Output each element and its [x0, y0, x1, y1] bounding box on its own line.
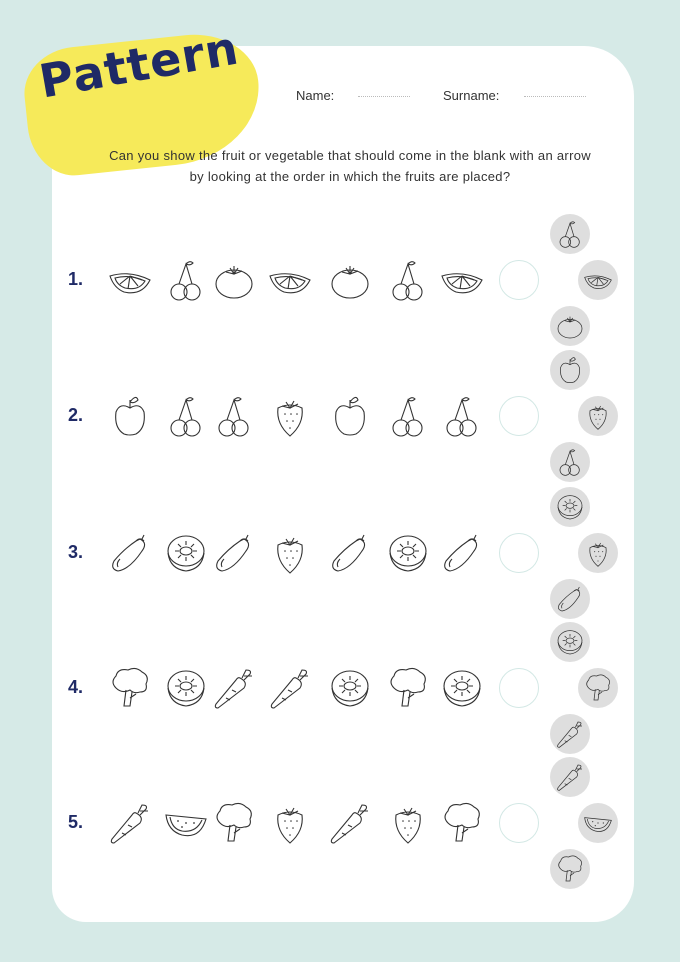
kiwi-icon	[438, 664, 486, 712]
instructions: Can you show the fruit or vegetable that should come in the blank with an arrow by looking at the order in which the fruits are placed?	[109, 148, 591, 184]
option-kiwi[interactable]	[550, 622, 590, 662]
kiwi-icon	[326, 664, 374, 712]
carrot-icon	[554, 718, 586, 750]
broccoli-icon	[438, 799, 486, 847]
option-strawberry[interactable]	[578, 533, 618, 573]
apple-icon	[106, 392, 154, 440]
option-cherry[interactable]	[550, 442, 590, 482]
answer-blank-circle[interactable]	[499, 260, 539, 300]
row-number: 3.	[68, 542, 84, 562]
answer-blank-circle[interactable]	[499, 668, 539, 708]
option-watermelon[interactable]	[578, 803, 618, 843]
eggplant-icon	[438, 529, 486, 577]
kiwi-icon	[162, 529, 210, 577]
carrot-icon	[554, 761, 586, 793]
option-broccoli[interactable]	[550, 849, 590, 889]
cherry-icon	[162, 392, 210, 440]
strawberry-icon	[384, 799, 432, 847]
answer-blank-circle[interactable]	[499, 533, 539, 573]
broccoli-icon	[106, 664, 154, 712]
watermelon-icon	[162, 799, 210, 847]
apple-icon	[326, 392, 374, 440]
kiwi-icon	[554, 626, 586, 658]
option-eggplant[interactable]	[550, 579, 590, 619]
kiwi-icon	[162, 664, 210, 712]
broccoli-icon	[554, 853, 586, 885]
kiwi-icon	[554, 491, 586, 523]
watermelon-icon	[582, 807, 614, 839]
option-orange-slice[interactable]	[578, 260, 618, 300]
carrot-icon	[266, 664, 314, 712]
orange-slice-icon	[438, 256, 486, 304]
orange-slice-icon	[266, 256, 314, 304]
strawberry-icon	[582, 400, 614, 432]
carrot-icon	[210, 664, 258, 712]
strawberry-icon	[582, 537, 614, 569]
page-title: Pattern	[35, 20, 243, 109]
strawberry-icon	[266, 529, 314, 577]
broccoli-icon	[384, 664, 432, 712]
carrot-icon	[326, 799, 374, 847]
orange-slice-icon	[582, 264, 614, 296]
answer-blank-circle[interactable]	[499, 803, 539, 843]
strawberry-icon	[266, 799, 314, 847]
name-label: Name:	[296, 88, 335, 103]
apple-icon	[554, 354, 586, 386]
answer-blank-circle[interactable]	[499, 396, 539, 436]
surname-label: Surname:	[443, 88, 500, 103]
kiwi-icon	[384, 529, 432, 577]
tomato-icon	[554, 310, 586, 342]
broccoli-icon	[582, 672, 614, 704]
option-strawberry[interactable]	[578, 396, 618, 436]
cherry-icon	[162, 256, 210, 304]
tomato-icon	[326, 256, 374, 304]
option-broccoli[interactable]	[578, 668, 618, 708]
row-number: 4.	[68, 677, 84, 697]
cherry-icon	[384, 256, 432, 304]
name-input-line[interactable]	[358, 96, 410, 97]
row-number: 5.	[68, 812, 84, 832]
carrot-icon	[106, 799, 154, 847]
eggplant-icon	[106, 529, 154, 577]
eggplant-icon	[554, 583, 586, 615]
option-cherry[interactable]	[550, 214, 590, 254]
row-number: 2.	[68, 405, 84, 425]
option-carrot[interactable]	[550, 757, 590, 797]
row-number: 1.	[68, 269, 84, 289]
cherry-icon	[384, 392, 432, 440]
option-apple[interactable]	[550, 350, 590, 390]
cherry-icon	[210, 392, 258, 440]
option-carrot[interactable]	[550, 714, 590, 754]
strawberry-icon	[266, 392, 314, 440]
broccoli-icon	[210, 799, 258, 847]
cherry-icon	[438, 392, 486, 440]
cherry-icon	[554, 218, 586, 250]
cherry-icon	[554, 446, 586, 478]
surname-input-line[interactable]	[524, 96, 586, 97]
option-kiwi[interactable]	[550, 487, 590, 527]
tomato-icon	[210, 256, 258, 304]
eggplant-icon	[326, 529, 374, 577]
orange-slice-icon	[106, 256, 154, 304]
eggplant-icon	[210, 529, 258, 577]
option-tomato[interactable]	[550, 306, 590, 346]
